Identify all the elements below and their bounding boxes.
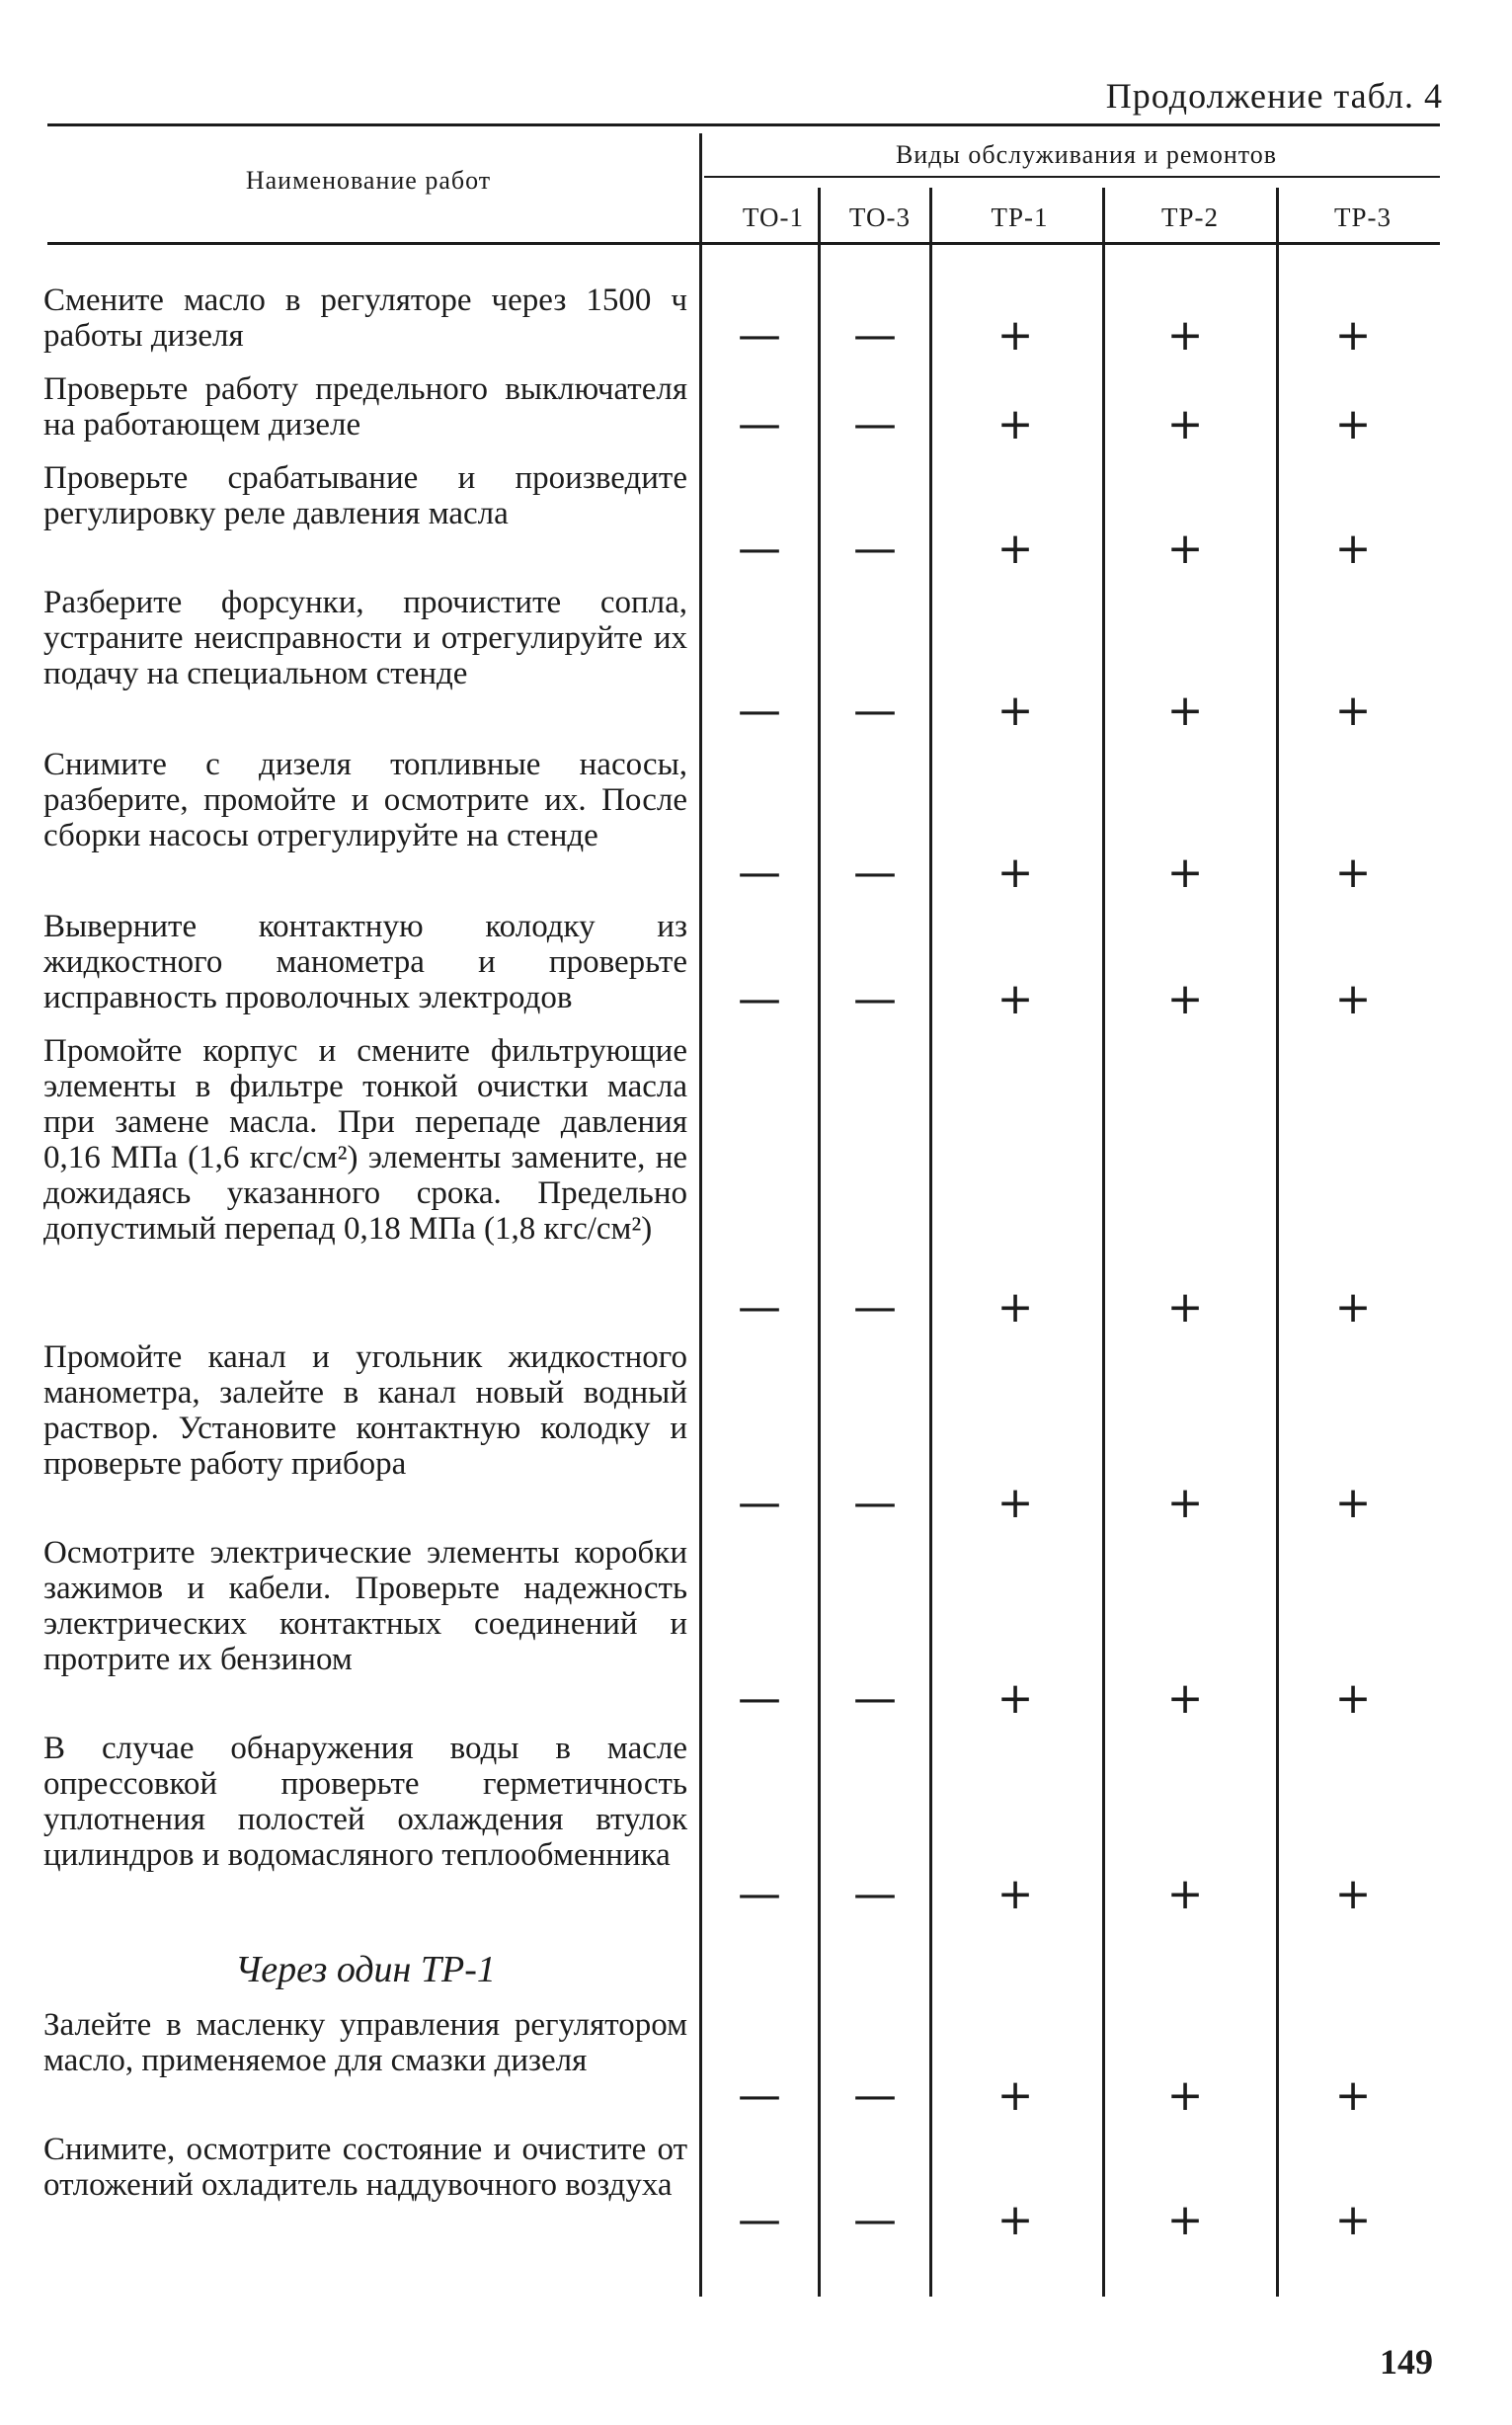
cell-mark: + <box>996 686 1034 736</box>
table-row-1-text: Смените масло в регуляторе через 1500 ч работы дизеля <box>43 283 687 354</box>
column-divider <box>929 188 932 2297</box>
cell-mark: — <box>738 1478 781 1528</box>
header-bottom-rule <box>47 242 1440 245</box>
cell-mark: + <box>1166 848 1204 898</box>
group-rule <box>704 176 1440 178</box>
cell-mark: + <box>1334 2195 1372 2245</box>
cell-mark: + <box>1166 974 1204 1024</box>
cell-mark: + <box>1334 1673 1372 1724</box>
cell-mark: — <box>738 310 781 361</box>
table-row-10-text: В случае обнаружения воды в масле опрессовкой проверьте герметичность уплотнения полостей охлаждения втулок цилиндров и водомасляного теплообменника <box>43 1731 687 1873</box>
cell-mark: + <box>1166 399 1204 449</box>
cell-mark: — <box>853 1282 897 1333</box>
column-header-to3: ТО-3 <box>848 202 912 232</box>
cell-mark: + <box>1334 1478 1372 1528</box>
cell-mark: — <box>853 848 897 898</box>
table-row-11-text: Залейте в масленку управления регулятором масло, применяемое для смазки дизеля <box>43 2007 687 2078</box>
cell-mark: + <box>996 1673 1034 1724</box>
table-row-4-text: Разберите форсунки, прочистите сопла, устраните неисправности и отрегулируйте их подачу на специальном стенде <box>43 585 687 691</box>
cell-mark: — <box>853 310 897 361</box>
column-divider <box>699 133 702 2297</box>
cell-mark: + <box>1334 974 1372 1024</box>
cell-mark: + <box>1334 1869 1372 1919</box>
section-subtitle: Через один ТР-1 <box>235 1949 496 1990</box>
cell-mark: + <box>996 2195 1034 2245</box>
column-header-tr3: ТР-3 <box>1334 202 1392 232</box>
cell-mark: + <box>996 848 1034 898</box>
cell-mark: — <box>853 974 897 1024</box>
table-caption: Продолжение табл. 4 <box>1105 76 1443 116</box>
cell-mark: — <box>853 524 897 574</box>
cell-mark: + <box>1334 848 1372 898</box>
cell-mark: — <box>738 2070 781 2121</box>
cell-mark: — <box>738 524 781 574</box>
cell-mark: + <box>1334 686 1372 736</box>
cell-mark: — <box>853 399 897 449</box>
cell-mark: + <box>1334 524 1372 574</box>
table-row-7-text: Промойте корпус и смените фильтрующие элементы в фильтре тонкой очистки масла при замене масла. При перепаде давления 0,16 МПа (1,6 кгс/см²) элементы замените, не дожидаясь указанного срока. Предельно допустимый перепад 0,18 МПа (1,8 кгс/см²) <box>43 1033 687 1247</box>
cell-mark: — <box>853 1673 897 1724</box>
cell-mark: + <box>1166 2070 1204 2121</box>
cell-mark: — <box>853 1478 897 1528</box>
top-rule <box>47 123 1440 126</box>
cell-mark: — <box>738 1869 781 1919</box>
cell-mark: + <box>1166 1478 1204 1528</box>
cell-mark: + <box>1334 399 1372 449</box>
cell-mark: + <box>1334 1282 1372 1333</box>
cell-mark: — <box>853 1869 897 1919</box>
cell-mark: + <box>1166 1673 1204 1724</box>
table-row-3-text: Проверьте срабатывание и произведите регулировку реле давления масла <box>43 460 687 531</box>
cell-mark: + <box>996 399 1034 449</box>
column-group-header: Виды обслуживания и ремонтов <box>895 140 1278 169</box>
cell-mark: + <box>1166 686 1204 736</box>
cell-mark: + <box>996 974 1034 1024</box>
cell-mark: — <box>738 1282 781 1333</box>
cell-mark: + <box>996 2070 1034 2121</box>
table-row-9-text: Осмотрите электрические элементы коробки зажимов и кабели. Проверьте надежность электрических контактных соединений и протрите их бензином <box>43 1535 687 1677</box>
cell-mark: — <box>738 848 781 898</box>
column-header-tr1: ТР-1 <box>991 202 1049 232</box>
cell-mark: — <box>853 2195 897 2245</box>
cell-mark: + <box>1334 2070 1372 2121</box>
column-header-to1: ТО-1 <box>742 202 805 232</box>
cell-mark: — <box>853 2070 897 2121</box>
cell-mark: — <box>738 2195 781 2245</box>
table-row-8-text: Промойте канал и угольник жидкостного манометра, залейте в канал новый водный раствор. Установите контактную колодку и проверьте работу прибора <box>43 1339 687 1482</box>
cell-mark: + <box>996 524 1034 574</box>
cell-mark: + <box>1166 310 1204 361</box>
table-row-6-text: Выверните контактную колодку из жидкостного манометра и проверьте исправность проволочных электродов <box>43 909 687 1015</box>
page-number: 149 <box>1380 2342 1433 2382</box>
column-header-name: Наименование работ <box>245 166 492 195</box>
cell-mark: + <box>1166 1282 1204 1333</box>
cell-mark: — <box>738 399 781 449</box>
column-divider <box>818 188 821 2297</box>
cell-mark: + <box>996 1282 1034 1333</box>
cell-mark: + <box>996 1869 1034 1919</box>
cell-mark: + <box>1334 310 1372 361</box>
cell-mark: — <box>738 1673 781 1724</box>
cell-mark: + <box>996 310 1034 361</box>
table-row-2-text: Проверьте работу предельного выключателя на работающем дизеле <box>43 371 687 443</box>
column-divider <box>1276 188 1279 2297</box>
cell-mark: — <box>738 974 781 1024</box>
cell-mark: + <box>1166 2195 1204 2245</box>
column-header-tr2: ТР-2 <box>1161 202 1219 232</box>
cell-mark: + <box>1166 1869 1204 1919</box>
table-row-12-text: Снимите, осмотрите состояние и очистите от отложений охладитель наддувочного воздуха <box>43 2132 687 2203</box>
cell-mark: + <box>996 1478 1034 1528</box>
table-row-5-text: Снимите с дизеля топливные насосы, разберите, промойте и осмотрите их. После сборки насосы отрегулируйте на стенде <box>43 747 687 853</box>
cell-mark: — <box>853 686 897 736</box>
cell-mark: + <box>1166 524 1204 574</box>
cell-mark: — <box>738 686 781 736</box>
column-divider <box>1102 188 1105 2297</box>
